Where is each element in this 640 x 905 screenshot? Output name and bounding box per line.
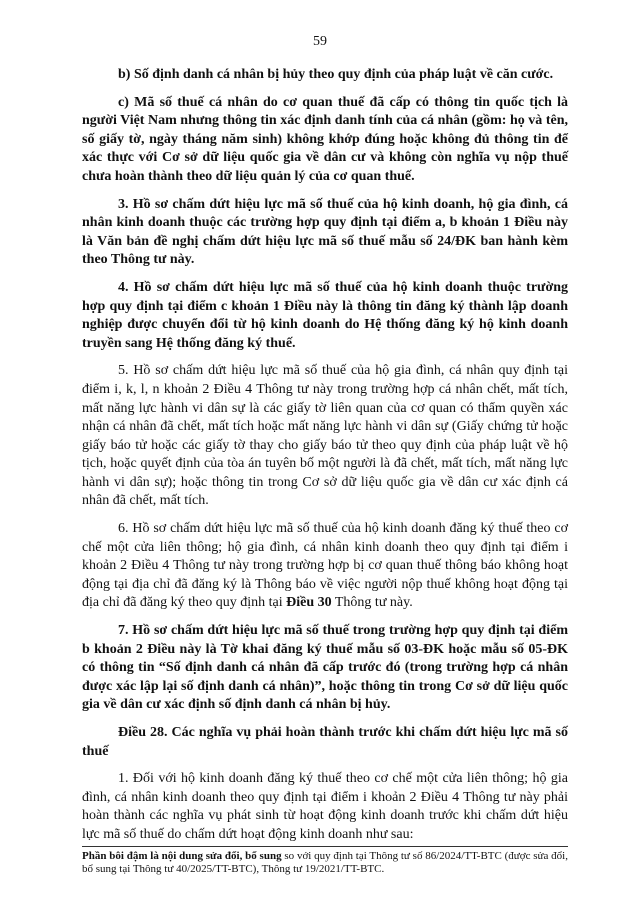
- paragraph-4: 4. Hồ sơ chấm dứt hiệu lực mã số thuế của hộ kinh doanh thuộc trường hợp quy định tại điểm c khoản 1 Điều này là thông tin đăng ký thành lập doanh nghiệp được chuyển đổi từ hộ kinh doanh do Hệ thống đăng ký hộ kinh doanh truyền sang Hệ thống đăng ký thuế.: [82, 279, 568, 351]
- article-28-paragraph-1: 1. Đối với hộ kinh doanh đăng ký thuế theo cơ chế một cửa liên thông; hộ gia đình, cá nhân kinh doanh theo quy định tại điểm i khoản 2 Điều 4 Thông tư này phải hoàn thành các nghĩa vụ phát sinh từ hoạt động kinh doanh trước khi chấm dứt hiệu lực mã số thuế do chấm dứt hoạt động kinh doanh như sau:: [82, 771, 568, 842]
- paragraph-2b: b) Số định danh cá nhân bị hủy theo quy định của pháp luật về căn cước.: [118, 67, 554, 82]
- footnote-divider: [82, 846, 568, 847]
- paragraph-6: [82, 520, 568, 613]
- paragraph-3: 3. Hồ sơ chấm dứt hiệu lực mã số thuế của hộ kinh doanh, hộ gia đình, cá nhân kinh doanh thuộc các trường hợp quy định tại điểm a, b khoản 1 Điều này là Văn bản đề nghị chấm dứt hiệu lực mã số thuế mẫu số 24/ĐK ban hành kèm theo Thông tư này.: [82, 196, 568, 268]
- paragraph-6-text: 6. Hồ sơ chấm dứt hiệu lực mã số thuế của hộ kinh doanh đăng ký thuế theo cơ chế một cửa liên thông; hộ gia đình, cá nhân kinh doanh theo quy định tại điểm i khoản 2 Điều 4 Thông tư này trong trường hợp bị cơ quan thuế thông báo không hoạt động tại địa chỉ đã đăng ký là Thông báo về việc người nộp thuế không hoạt động tại địa chỉ đã đăng ký theo quy định tại: [82, 521, 568, 611]
- paragraph-7: 7. Hồ sơ chấm dứt hiệu lực mã số thuế trong trường hợp quy định tại điểm b khoản 2 Điều này là Tờ khai đăng ký thuế mẫu số 03-ĐK hoặc mẫu số 05-ĐK có thông tin “Số định danh cá nhân đã cấp trước đó (trong trường hợp cá nhân được xác lập lại số định danh cá nhân)”, hoặc thông tin trong Cơ sở dữ liệu quốc gia về dân cư xác định số định danh cá nhân bị hủy.: [82, 623, 568, 713]
- document-body: [82, 66, 568, 854]
- footnote-text: so với quy định tại Thông tư số 86/2024/TT-BTC (được sửa đổi, bổ sung tại Thông tư 40/2025/TT-BTC), Thông tư 19/2021/TT-BTC.: [82, 850, 568, 875]
- footnote: [82, 850, 568, 876]
- paragraph-2c: c) Mã số thuế cá nhân do cơ quan thuế đã cấp có thông tin quốc tịch là người Việt Nam nhưng thông tin xác định danh tính của cá nhân (gồm: họ và tên, số giấy tờ, ngày tháng năm sinh) không khớp đúng hoặc không đủ thông tin để xác thực với Cơ sở dữ liệu quốc gia về dân cư và không còn nghĩa vụ nộp thuế chưa hoàn thành theo dữ liệu quản lý của cơ quan thuế.: [82, 94, 568, 184]
- paragraph-6-article-ref: Điều 30: [286, 595, 332, 611]
- paragraph-6-tail: Thông tư này.: [331, 595, 413, 611]
- footnote-bold-text: Phần bôi đậm là nội dung sửa đổi, bổ sung: [82, 850, 282, 862]
- article-28-heading: Điều 28. Các nghĩa vụ phải hoàn thành trước khi chấm dứt hiệu lực mã số thuế: [82, 725, 568, 759]
- paragraph-5: 5. Hồ sơ chấm dứt hiệu lực mã số thuế của hộ gia đình, cá nhân quy định tại điểm i, k, l, n khoản 2 Điều 4 Thông tư này trong trường hợp cá nhân chết, mất tích, mất năng lực hành vi dân sự là các giấy tờ liên quan của cơ quan có thẩm quyền xác nhận cá nhân đã chết, mất tích hoặc mất năng lực hành vi dân sự (Giấy chứng tử hoặc giấy báo tử hoặc các giấy tờ thay cho giấy báo tử theo quy định của pháp luật về hộ tịch, hoặc quyết định của tòa án tuyên bố một người là đã chết, mất tích, mất năng lực hành vi dân sự); hoặc thông tin trong Cơ sở dữ liệu quốc gia về dân cư xác định cá nhân đã chết, mất tích.: [82, 363, 568, 509]
- page-number: 59: [313, 34, 327, 49]
